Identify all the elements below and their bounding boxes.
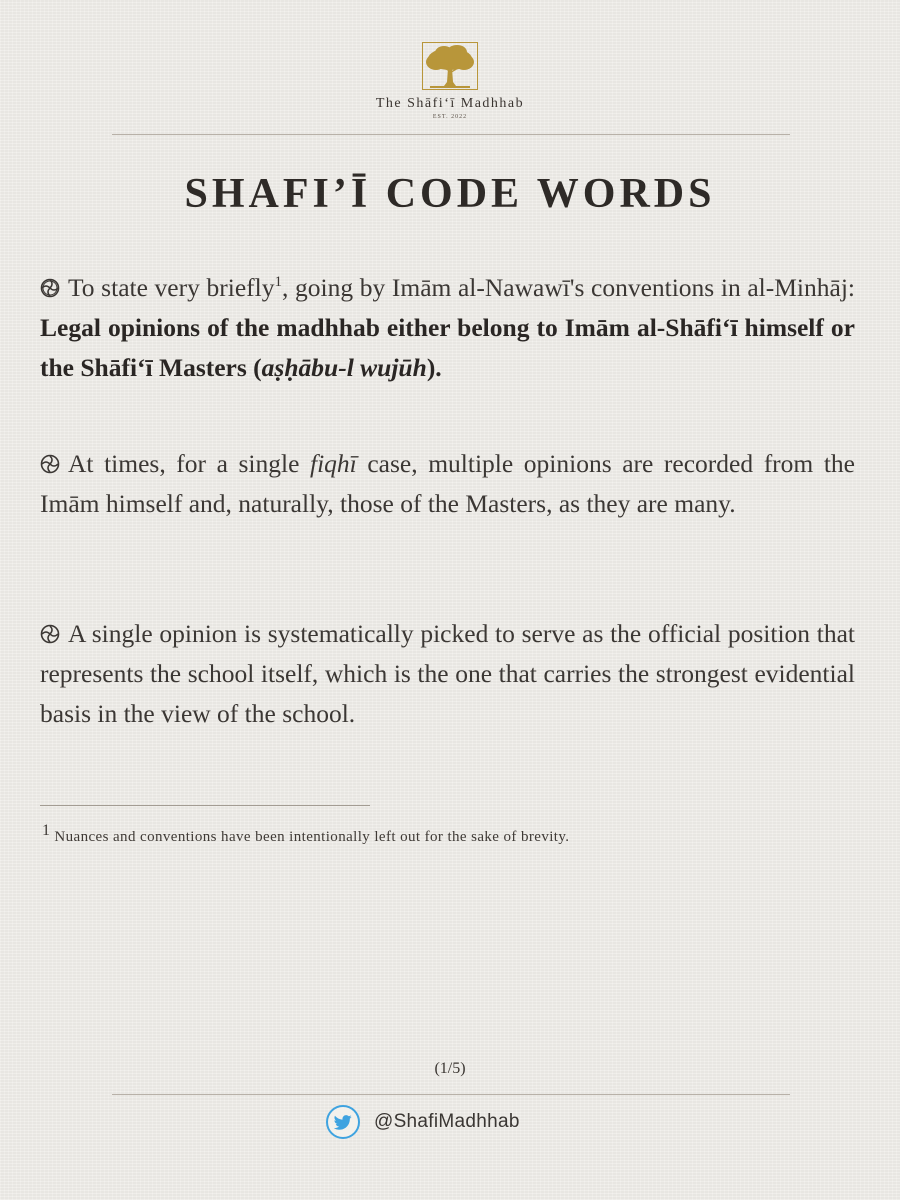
tree-logo-icon (422, 42, 478, 90)
paragraph-2 (40, 444, 855, 524)
footnote-marker: 1 (274, 274, 282, 290)
footnote-divider (40, 805, 370, 806)
paragraph-3 (40, 614, 855, 734)
brand-name: The Shāfi‘ī Madhhab (375, 96, 525, 111)
footnote (42, 822, 569, 846)
twitter-bird-icon[interactable] (326, 1105, 360, 1139)
swirl-bullet-icon (40, 454, 60, 474)
paragraph-2-term: fiqhī (310, 449, 357, 478)
brand-established: EST. 2022 (432, 114, 468, 120)
twitter-handle[interactable]: @ShafiMadhhab (374, 1111, 520, 1132)
paragraph-2-intro: At times, for a single (68, 449, 311, 478)
bottom-divider (112, 1094, 790, 1095)
paragraph-3-text: A single opinion is systematically picked to serve as the official position that represents the school itself, which is the one that carries the strongest evidential basis in the view of the school. (40, 619, 855, 728)
top-divider (112, 134, 790, 135)
social-handle-link[interactable] (326, 1104, 520, 1140)
paragraph-1-intro: To state very briefly (68, 273, 275, 302)
page-title: SHAFI’Ī CODE WORDS (184, 171, 716, 217)
paragraph-2-rest: case, multiple opinions are recorded from the Imām himself and, naturally, those of the Masters, as they are many. (40, 449, 855, 518)
footnote-text: Nuances and conventions have been intentionally left out for the sake of brevity. (54, 829, 570, 845)
paragraph-1-mid: , going by Imām al-Nawawī's conventions in al-Minhāj: (281, 273, 855, 302)
brand-logo (0, 42, 900, 120)
footnote-number: 1 (42, 822, 51, 839)
paragraph-1 (40, 268, 855, 388)
paragraph-1-term: aṣḥābu-l wujūh (261, 353, 427, 382)
swirl-bullet-icon (40, 624, 60, 644)
paragraph-1-bold: Legal opinions of the madhhab either belong to Imām al-Shāfi‘ī himself or the Shāfi‘ī Masters ( (40, 313, 855, 382)
swirl-bullet-icon (40, 278, 60, 298)
paragraph-1-close: ). (426, 353, 442, 382)
page-indicator: (1/5) (434, 1060, 466, 1077)
